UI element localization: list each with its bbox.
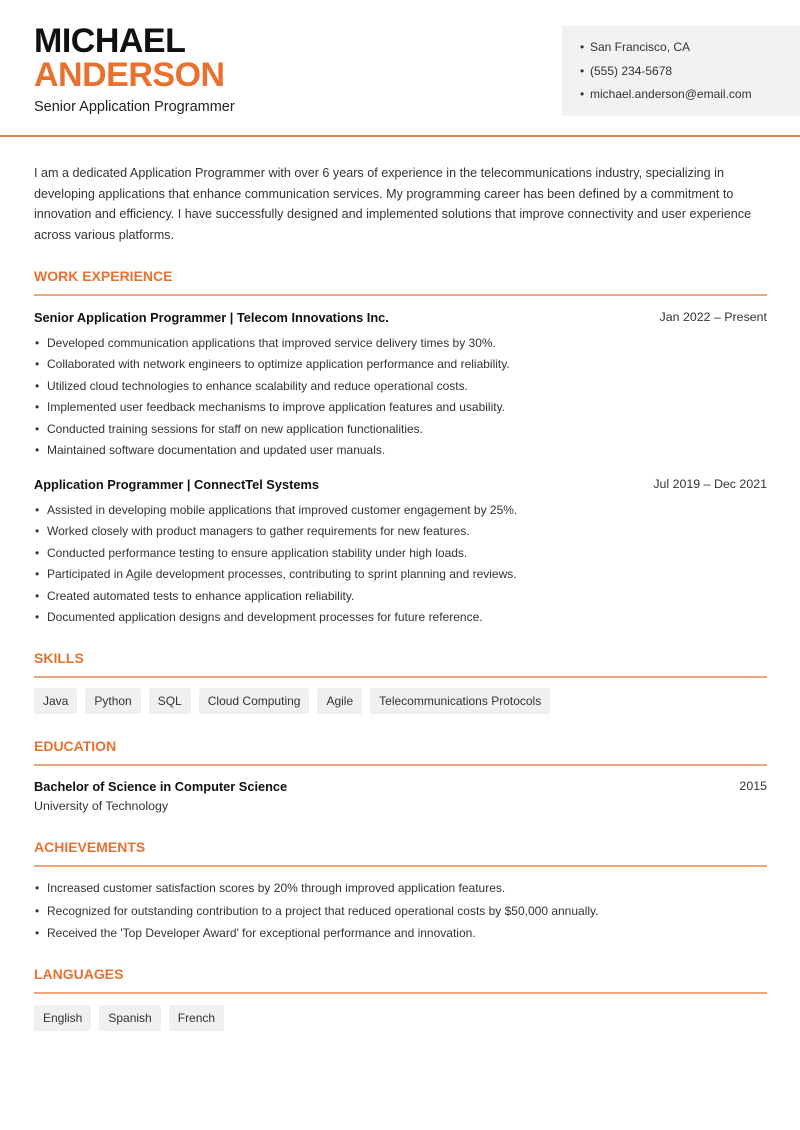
job-bullets [34,502,767,630]
skill-tag: SQL [149,688,191,714]
skill-tag: Python [85,688,140,714]
section-divider [34,992,767,994]
language-tag: English [34,1005,91,1031]
achievements-list [34,880,767,948]
section-divider [34,294,767,296]
list-item: • Documented application designs and development processes for future reference. [34,609,767,630]
skill-tag: Cloud Computing [199,688,310,714]
list-item: • Created automated tests to enhance application reliability. [34,588,767,609]
list-item: • Maintained software documentation and updated user manuals. [34,442,767,463]
job-bullets [34,335,767,463]
resume-header [0,0,800,137]
contact-location: • San Francisco, CA [580,39,800,63]
list-item: • Conducted training sessions for staff on new application functionalities. [34,421,767,442]
education-year: 2015 [739,779,767,793]
job-dates: Jul 2019 – Dec 2021 [653,477,767,491]
job-role: Application Programmer | ConnectTel Systems [34,477,319,492]
list-item: • Increased customer satisfaction scores by 20% through improved application features. [34,880,767,903]
list-item: • Utilized cloud technologies to enhance scalability and reduce operational costs. [34,378,767,399]
section-divider [34,676,767,678]
section-title-languages: LANGUAGES [34,966,124,982]
first-name: MICHAEL [34,22,186,60]
section-divider [34,865,767,867]
last-name: ANDERSON [34,56,225,94]
list-item: • Participated in Agile development processes, contributing to sprint planning and reviews. [34,566,767,587]
list-item: • Received the 'Top Developer Award' for exceptional performance and innovation. [34,925,767,948]
skill-tag: Java [34,688,77,714]
language-tag: Spanish [99,1005,160,1031]
list-item: • Assisted in developing mobile applications that improved customer engagement by 25%. [34,502,767,523]
languages-list [34,1005,224,1031]
job-heading [34,477,767,492]
job-role: Senior Application Programmer | Telecom Innovations Inc. [34,310,389,325]
summary: I am a dedicated Application Programmer with over 6 years of experience in the telecommunications industry, specializing in developing applications that enhance communication services. My programming career has been defined by a commitment to innovation and efficiency. I have successfully designed and implemented solutions that improve connectivity and user experience across various platforms. [34,166,752,242]
list-item: • Worked closely with product managers to gather requirements for new features. [34,523,767,544]
skill-tag: Telecommunications Protocols [370,688,550,714]
list-item: • Implemented user feedback mechanisms to improve application features and usability. [34,399,767,420]
job-dates: Jan 2022 – Present [659,310,767,324]
list-item: • Recognized for outstanding contribution to a project that reduced operational costs by $50,000 annually. [34,903,767,926]
list-item: • Developed communication applications that improved service delivery times by 30%. [34,335,767,356]
contact-email: • michael.anderson@email.com [580,86,800,110]
job-heading [34,310,767,325]
job-title: Senior Application Programmer [34,99,235,115]
section-title-achievements: ACHIEVEMENTS [34,839,146,855]
section-divider [34,764,767,766]
section-title-education: EDUCATION [34,738,117,754]
list-item: • Conducted performance testing to ensure application stability under high loads. [34,545,767,566]
education-degree: Bachelor of Science in Computer Science [34,779,288,794]
contact-phone: • (555) 234-5678 [580,63,800,87]
education-school: University of Technology [34,799,169,813]
skills-list [34,688,550,714]
language-tag: French [169,1005,224,1031]
skill-tag: Agile [317,688,362,714]
list-item: • Collaborated with network engineers to optimize application performance and reliability. [34,356,767,377]
section-title-skills: SKILLS [34,650,84,666]
section-title-work: WORK EXPERIENCE [34,268,173,284]
contact-box [562,26,800,116]
